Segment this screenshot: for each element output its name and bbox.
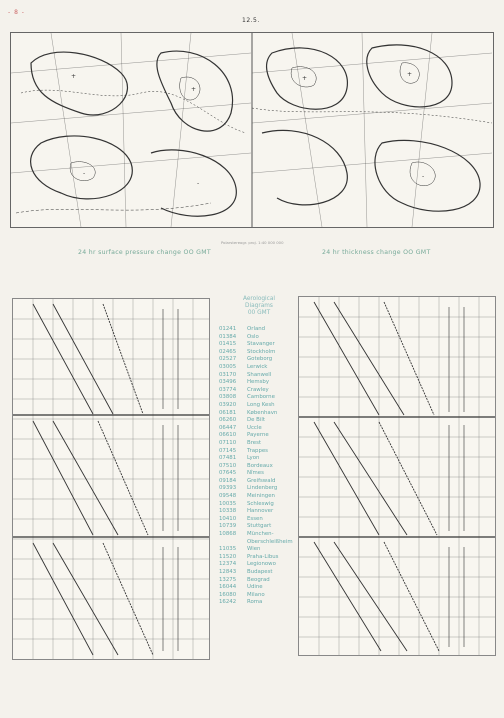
station-row: 03496 Hemsby — [219, 379, 270, 386]
thickness-caption: 24 hr thickness change OO GMT — [322, 249, 431, 256]
station-row: 09393 Lindenberg — [219, 485, 278, 492]
aerological-diagrams-left — [12, 298, 210, 660]
aerological-diagrams-left-graphic — [13, 299, 209, 659]
station-row: 13275 Beograd — [219, 576, 270, 583]
aerological-diagrams-right — [298, 296, 496, 656]
station-row: 07110 Brest — [219, 439, 262, 446]
station-row: 03005 Lerwick — [219, 363, 268, 370]
station-legend — [219, 296, 299, 607]
station-row: 01384 Oslo — [219, 333, 259, 340]
station-row: 03170 Shanwell — [219, 371, 272, 378]
legend-title-line-1: Aerological — [242, 296, 276, 302]
station-row: 12374 Legionowo — [219, 561, 276, 568]
svg-text:+: + — [407, 71, 413, 78]
station-row: 16242 Roma — [219, 599, 263, 606]
station-row: 02527 Goteborg — [219, 356, 273, 363]
station-row: 07481 Lyon — [219, 455, 260, 462]
svg-text:-: - — [422, 173, 425, 180]
station-row: 10338 Hannover — [219, 508, 274, 515]
svg-text:+: + — [302, 75, 308, 82]
station-row: 06181 København — [219, 409, 278, 416]
station-row: 03808 Camborne — [219, 394, 275, 401]
station-row: 12843 Budapest — [219, 569, 273, 575]
station-row: 07510 Bordeaux — [219, 462, 273, 469]
station-row: 03920 Long Kesh — [219, 401, 275, 408]
station-row: 03774 Crawley — [219, 386, 269, 393]
svg-text:+: + — [71, 73, 77, 80]
station-row: 01415 Stavanger — [219, 341, 275, 348]
station-row: 06260 De Bilt — [219, 417, 265, 424]
aerological-diagrams-right-graphic — [299, 297, 495, 655]
station-row: 07145 Trappes — [219, 447, 268, 454]
weather-maps-panel — [10, 32, 494, 228]
station-row: 09548 Meiningen — [219, 493, 275, 500]
page-date: 12.5. — [242, 17, 260, 24]
station-row: 10739 Stuttgart — [219, 523, 272, 530]
station-row: 09184 Greifswald — [219, 477, 276, 484]
station-row: 10035 Schleswig — [219, 500, 274, 507]
station-row: Oberschleißheim — [247, 538, 293, 545]
svg-text:+: + — [191, 86, 197, 93]
station-row: 10868 München- — [219, 531, 274, 538]
station-row: 06447 Uccle — [219, 424, 262, 431]
surface-pressure-caption: 24 hr surface pressure change OO GMT — [78, 249, 211, 256]
projection-note: Polarstereogr. proj. 1:40 000 000 — [221, 240, 284, 245]
weather-maps-graphic — [11, 33, 493, 227]
station-row: 11520 Praha-Libus — [219, 553, 279, 560]
station-row: 01241 Orland — [219, 326, 266, 332]
page-number: - 8 - — [8, 9, 25, 16]
station-row: 10410 Essen — [219, 515, 263, 522]
legend-title-line-3: 00 GMT — [247, 310, 271, 316]
svg-text:-: - — [83, 170, 86, 177]
station-row: 16080 Milano — [219, 591, 265, 598]
surface-pressure-change-map — [11, 33, 251, 227]
station-row: 16044 Udine — [219, 584, 263, 591]
station-row: 11035 Wien — [219, 546, 261, 553]
station-row: 06610 Payerne — [219, 432, 269, 439]
station-row: 07645 Nîmes — [219, 470, 264, 477]
station-row: 02465 Stockholm — [219, 348, 276, 355]
legend-title-line-2: Diagrams — [245, 303, 273, 309]
thickness-change-map — [252, 33, 492, 227]
svg-text:-: - — [197, 180, 200, 187]
